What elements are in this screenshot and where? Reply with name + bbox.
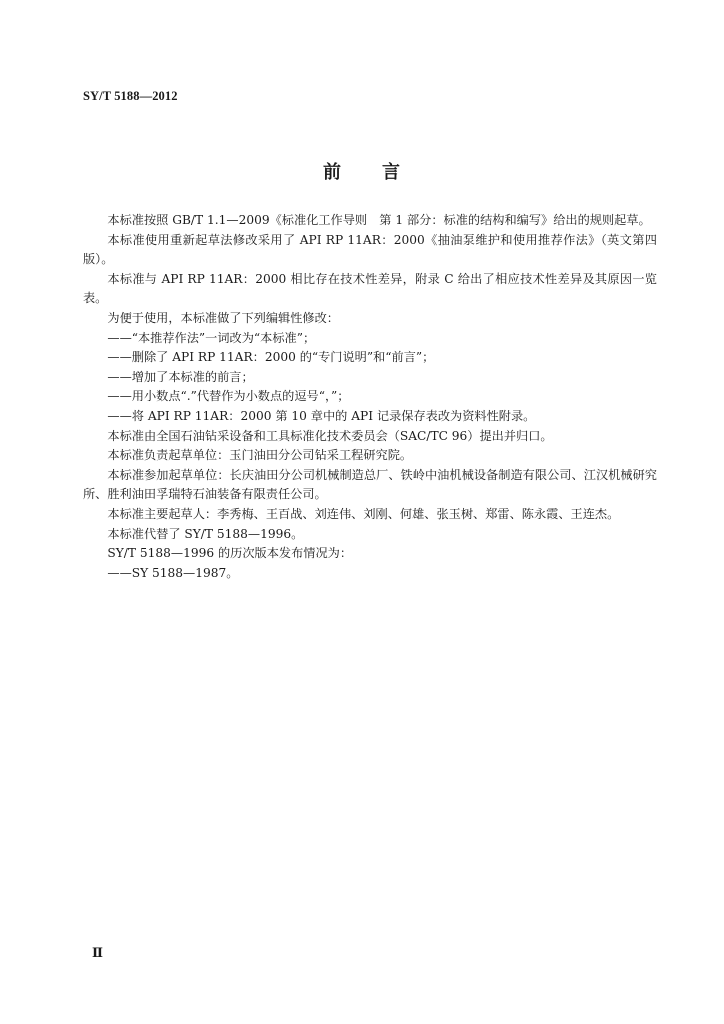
title-char-1: 前 <box>323 162 342 183</box>
paragraph-participating-units: 本标准参加起草单位：长庆油田分公司机械制造总厂、铁岭中油机械设备制造有限公司、江汉机械研究所、胜利油田孚瑞特石油装备有限责任公司。 <box>83 467 657 502</box>
paragraph-drafting-rules: 本标准按照 GB/T 1.1—2009《标准化工作导则 第 1 部分：标准的结构和编写》给出的规则起草。 <box>107 213 651 227</box>
title-char-2: 言 <box>382 162 401 183</box>
paragraph-proposer: 本标准由全国石油钻采设备和工具标准化技术委员会（SAC/TC 96）提出并归口。 <box>107 428 553 443</box>
preface-body <box>83 211 657 583</box>
list-item-editorial-2: ——删除了 API RP 11AR：2000 的“专门说明”和“前言”； <box>107 350 435 365</box>
list-item-editorial-1: ——“本推荐作法”一词改为“本标准”； <box>107 330 316 345</box>
paragraph-drafters: 本标准主要起草人：李秀梅、王百战、刘连伟、刘刚、何雄、张玉树、郑雷、陈永霞、王连杰。 <box>107 506 620 521</box>
paragraph-replaces: 本标准代替了 SY/T 5188—1996。 <box>107 526 304 541</box>
paragraph-history-intro: SY/T 5188—1996 的历次版本发布情况为： <box>107 546 353 561</box>
paragraph-editorial-intro: 为便于使用，本标准做了下列编辑性修改： <box>107 310 339 325</box>
page-title <box>0 158 724 184</box>
list-item-editorial-3: ——增加了本标准的前言； <box>107 369 254 384</box>
paragraph-differences: 本标准与 API RP 11AR：2000 相比存在技术性差异，附录 C 给出了相应技术性差异及其原因一览表。 <box>83 271 657 306</box>
list-item-editorial-5: ——将 API RP 11AR：2000 第 10 章中的 API 记录保存表改为资料性附录。 <box>107 408 536 423</box>
list-item-history-1: ——SY 5188—1987。 <box>107 565 239 580</box>
page-number: Ⅱ <box>92 945 103 960</box>
paragraph-responsible-unit: 本标准负责起草单位：玉门油田分公司钻采工程研究院。 <box>107 448 413 463</box>
list-item-editorial-4: ——用小数点“.”代替作为小数点的逗号“，”； <box>107 389 350 404</box>
standard-number-header: SY/T 5188—2012 <box>83 89 178 103</box>
paragraph-adoption: 本标准使用重新起草法修改采用了 API RP 11AR：2000《抽油泵维护和使用推荐作法》（英文第四版）。 <box>83 232 657 267</box>
